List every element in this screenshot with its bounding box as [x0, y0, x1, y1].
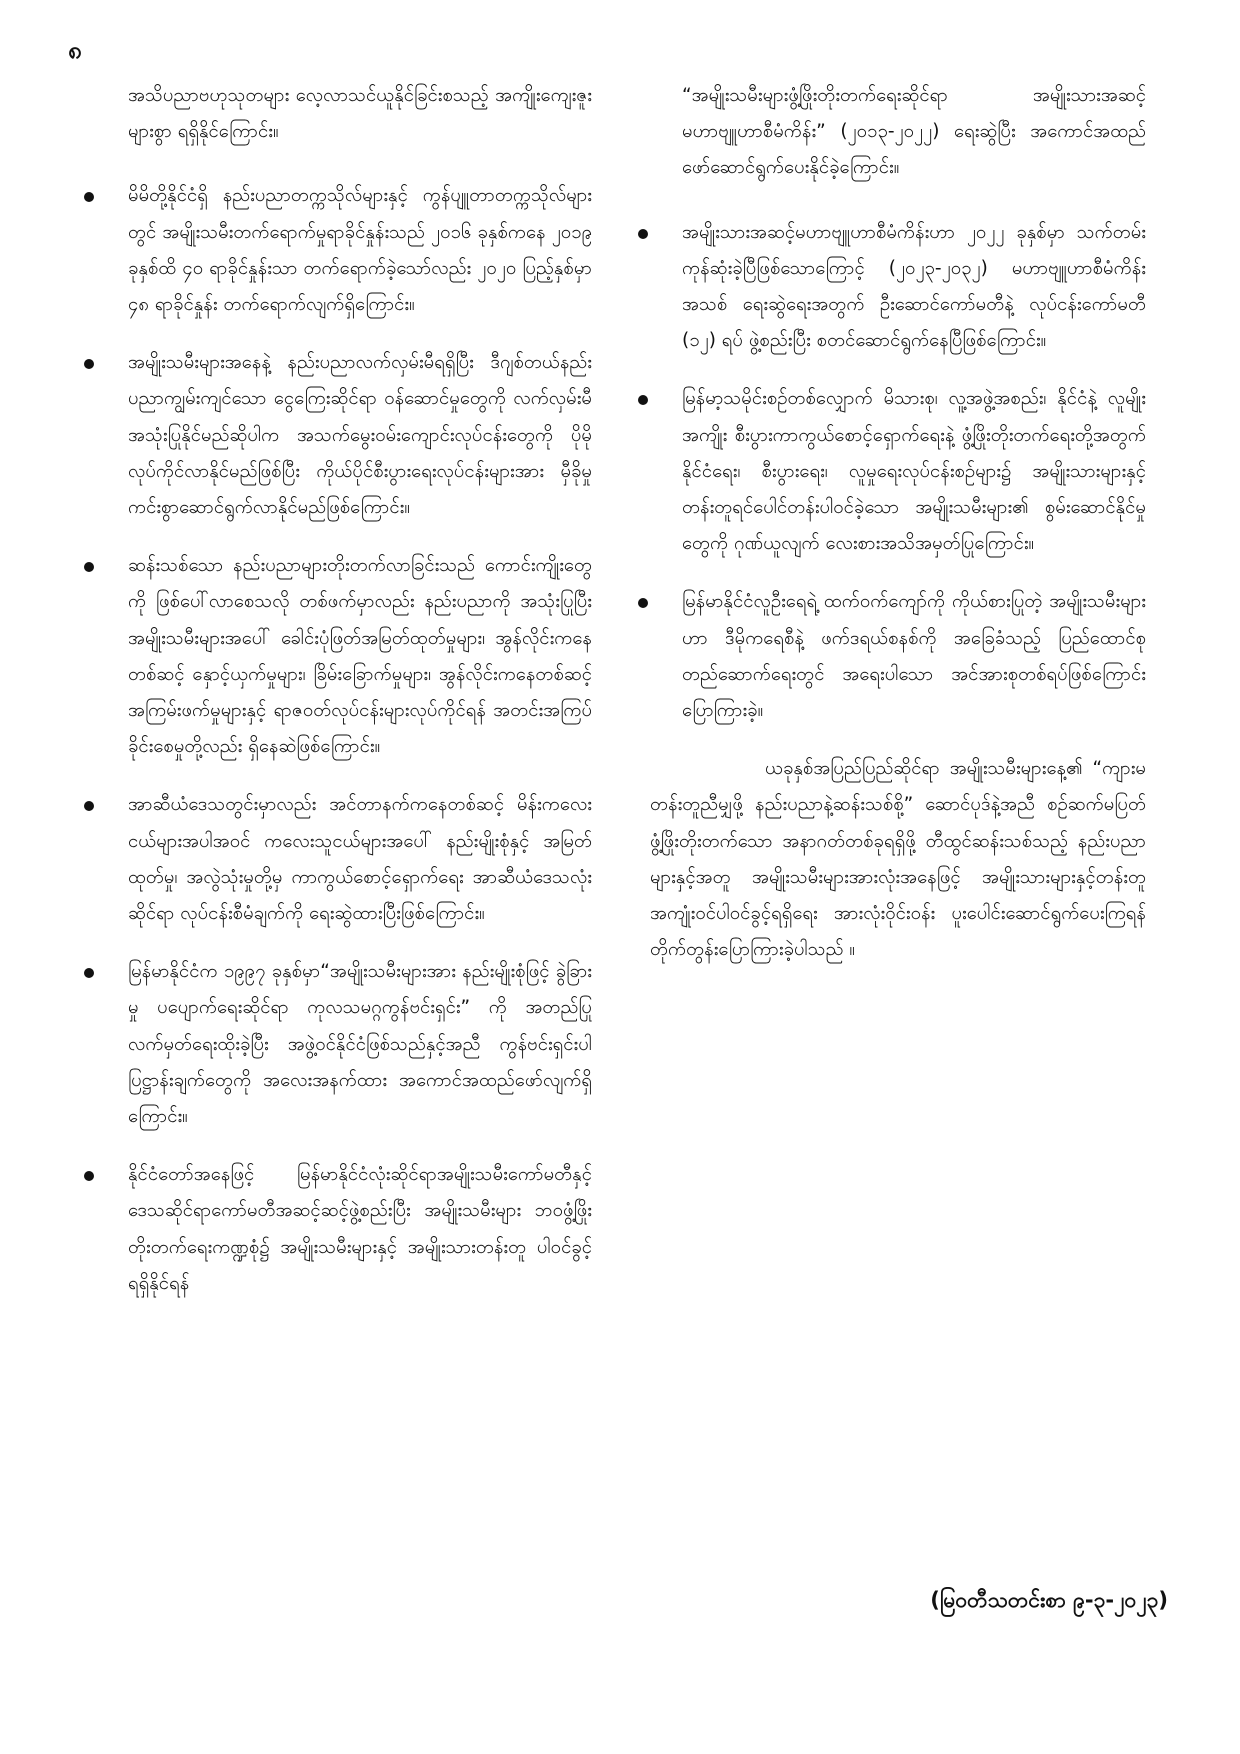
bullet-item: အမျိုးသမီးများအနေနဲ့ နည်းပညာလက်လှမ်းမီရရှိပြီး ဒီဂျစ်တယ်နည်းပညာကျွမ်းကျင်သော ငွေကြေးဆိုင်ရာ ဝန်ဆောင်မှုတွေကို လက်လှမ်းမီအသုံးပြုနိုင်မည်ဆိုပါက အသက်မွေးဝမ်းကျောင်းလုပ်ငန်းတွေကို ပိုမိုလုပ်ကိုင်လာနိုင်မည်ဖြစ်ပြီး ကိုယ်ပိုင်စီးပွားရေးလုပ်ငန်းများအား မှီခိုမှုကင်းစွာဆောင်ရွက်လာနိုင်မည်ဖြစ်ကြောင်း။ — [96, 345, 592, 526]
paragraph-continuation: “အမျိုးသမီးများဖွံ့ဖြိုးတိုးတက်ရေးဆိုင်ရာ အမျိုးသားအဆင့် မဟာဗျူဟာစီမံကိန်း” (၂၀၁၃-၂၀၂၂) ရေးဆွဲပြီး အကောင်အထည် ဖော်ဆောင်ရွက်ပေးနိုင်ခဲ့ကြောင်း။ — [682, 85, 1146, 179]
bullet-item: ဆန်းသစ်သော နည်းပညာများတိုးတက်လာခြင်းသည် ကောင်းကျိုးတွေကို ဖြစ်ပေါ်လာစေသလို တစ်ဖက်မှာလည်း နည်းပညာကို အသုံးပြုပြီး အမျိုးသမီးများအပေါ် ခေါင်းပုံဖြတ်အမြတ်ထုတ်မှုများ၊ အွန်လိုင်းကနေတစ်ဆင့် နှောင့်ယှက်မှုများ၊ ခြိမ်းခြောက်မှုများ၊ အွန်လိုင်းကနေတစ်ဆင့် အကြမ်းဖက်မှုများနှင့် ရာဇဝတ်လုပ်ငန်းများလုပ်ကိုင်ရန် အတင်းအကြပ်ခိုင်းစေမှုတို့လည်း ရှိနေဆဲဖြစ်ကြောင်း။ — [96, 548, 592, 765]
bullet-item: မြန်မာ့သမိုင်းစဉ်တစ်လျှောက် မိသားစု၊ လူ့အဖွဲ့အစည်း၊ နိုင်ငံနဲ့ လူမျိုးအကျိုး စီးပွားကာကွယ်စောင့်ရှောက်ရေးနဲ့ ဖွံ့ဖြိုးတိုးတက်ရေးတို့အတွက် နိုင်ငံရေး၊ စီးပွားရေး၊ လူမှုရေးလုပ်ငန်းစဉ်များ၌ အမျိုးသားများနှင့် တန်းတူရင်ပေါင်တန်းပါဝင်ခဲ့သော အမျိုးသမီးများ၏ စွမ်းဆောင်နိုင်မှုတွေကို ဂုဏ်ယူလျက် လေးစားအသိအမှတ်ပြုကြောင်း။ — [650, 381, 1146, 562]
page-number: ၈ — [68, 36, 82, 64]
bullet-item: မြန်မာနိုင်ငံလူဦးရေရဲ့ ထက်ဝက်ကျော်ကို ကိုယ်စားပြုတဲ့ အမျိုးသမီးများဟာ ဒီမိုကရေစီနဲ့ ဖက်ဒရယ်စနစ်ကို အခြေခံသည့် ပြည်ထောင်စုတည်ဆောက်ရေးတွင် အရေးပါသော အင်အားစုတစ်ရပ်ဖြစ်ကြောင်းပြောကြားခဲ့။ — [650, 584, 1146, 729]
right-column — [650, 78, 1146, 990]
bullet-item: မြန်မာနိုင်ငံက ၁၉၉၇ ခုနှစ်မှာ“အမျိုးသမီးများအား နည်းမျိုးစုံဖြင့် ခွဲခြားမှု ပပျောက်ရေးဆိုင်ရာ ကုလသမဂ္ဂကွန်ဗင်းရှင်း” ကို အတည်ပြုလက်မှတ်ရေးထိုးခဲ့ပြီး အဖွဲ့ဝင်နိုင်ငံဖြစ်သည်နှင့်အညီ ကွန်ဗင်းရှင်းပါ ပြဋ္ဌာန်းချက်တွေကို အလေးအနက်ထား အကောင်အထည်ဖော်လျက်ရှိကြောင်း။ — [96, 954, 592, 1135]
bullet-item: မိမိတို့နိုင်ငံရှိ နည်းပညာတက္ကသိုလ်များနှင့် ကွန်ပျူတာတက္ကသိုလ်များတွင် အမျိုးသမီးတက်ရောက်မှုရာခိုင်နှုန်းသည် ၂၀၁၆ ခုနှစ်ကနေ ၂၀၁၉ ခုနှစ်ထိ ၄၀ ရာခိုင်နှုန်းသာ တက်ရောက်ခဲ့သော်လည်း ၂၀၂၀ ပြည့်နှစ်မှာ ၄၈ ရာခိုင်နှုန်း တက်ရောက်လျက်ရှိကြောင်း။ — [96, 178, 592, 323]
source-citation: (မြဝတီသတင်းစာ ၉-၃-၂၀၂၃) — [930, 1588, 1168, 1612]
closing-paragraph: ယခုနှစ်အပြည်ပြည်ဆိုင်ရာ အမျိုးသမီးများနေ့၏ “ကျားမတန်းတူညီမျှဖို့ နည်းပညာနဲ့ဆန်းသစ်စို့” ဆောင်ပုဒ်နဲ့အညီ စဉ်ဆက်မပြတ် ဖွံ့ဖြိုးတိုးတက်သော အနာဂတ်တစ်ခုရရှိဖို့ တီထွင်ဆန်းသစ်သည့် နည်းပညာများနှင့်အတူ အမျိုးသမီးများအားလုံးအနေဖြင့် အမျိုးသားများနှင့်တန်းတူ အကျုံးဝင်ပါဝင်ခွင့်ရရှိရေး အားလုံးဝိုင်းဝန်း ပူးပေါင်းဆောင်ရွက်ပေးကြရန် တိုက်တွန်းပြောကြားခဲ့ပါသည် ။ — [650, 758, 1146, 961]
left-column — [96, 78, 592, 1324]
bullet-item: နိုင်ငံတော်အနေဖြင့် မြန်မာနိုင်ငံလုံးဆိုင်ရာအမျိုးသမီးကော်မတီနှင့် ဒေသဆိုင်ရာကော်မတီအဆင့်ဆင့်ဖွဲ့စည်းပြီး အမျိုးသမီးများ ဘဝဖွံ့ဖြိုးတိုးတက်ရေးကဏ္ဍစုံ၌ အမျိုးသမီးများနှင့် အမျိုးသားတန်းတူ ပါဝင်ခွင့်ရရှိနိုင်ရန် — [96, 1157, 592, 1302]
bullet-item: အာဆီယံဒေသတွင်းမှာလည်း အင်တာနက်ကနေတစ်ဆင့် မိန်းကလေးငယ်များအပါအဝင် ကလေးသူငယ်များအပေါ် နည်းမျိုးစုံနှင့် အမြတ်ထုတ်မှု၊ အလွဲသုံးမှုတို့မှ ကာကွယ်စောင့်ရှောက်ရေး အာဆီယံဒေသလုံးဆိုင်ရာ လုပ်ငန်းစီမံချက်ကို ရေးဆွဲထားပြီးဖြစ်ကြောင်း။ — [96, 787, 592, 932]
paragraph-continuation: အသိပညာဗဟုသုတများ လေ့လာသင်ယူနိုင်ခြင်းစသည့် အကျိုးကျေးဇူးများစွာ ရရှိနိုင်ကြောင်း။ — [128, 85, 592, 143]
bullet-item: အမျိုးသားအဆင့်မဟာဗျူဟာစီမံကိန်းဟာ ၂၀၂၂ ခုနှစ်မှာ သက်တမ်းကုန်ဆုံးခဲ့ပြီဖြစ်သောကြောင့် (၂၀၂၃-၂၀၃၂) မဟာဗျူဟာစီမံကိန်းအသစ် ရေးဆွဲရေးအတွက် ဦးဆောင်ကော်မတီနဲ့ လုပ်ငန်းကော်မတီ (၁၂) ရပ် ဖွဲ့စည်းပြီး စတင်ဆောင်ရွက်နေပြီဖြစ်ကြောင်း။ — [650, 215, 1146, 360]
